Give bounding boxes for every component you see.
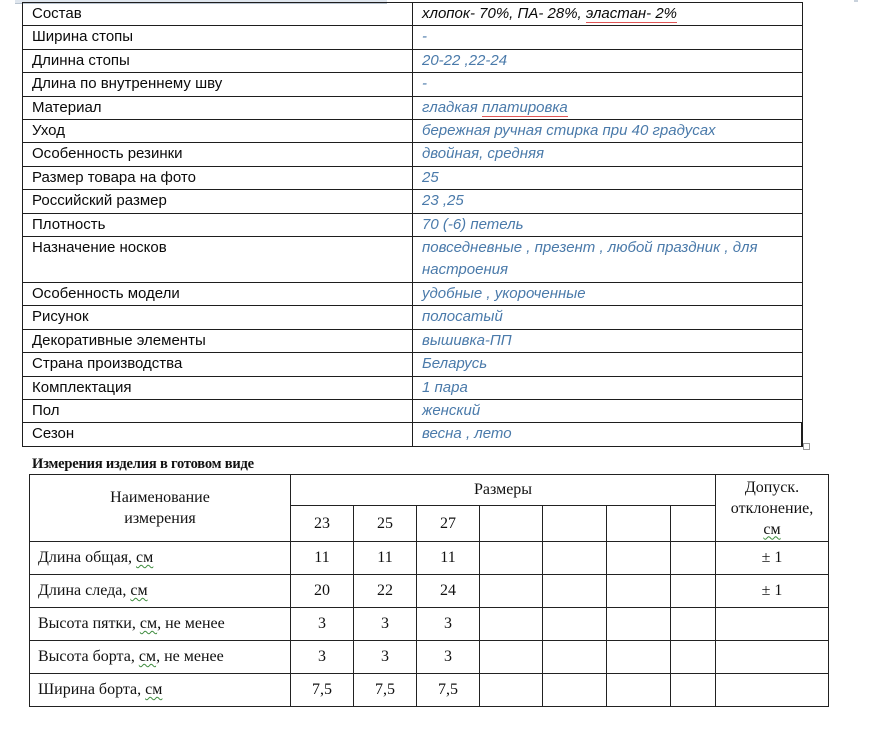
spec-value: -: [413, 26, 803, 49]
spellcheck-mark: платировка: [481, 98, 568, 116]
spec-key: Размер товара на фото: [23, 166, 413, 189]
measurement-value: [671, 542, 716, 575]
spec-key: Пол: [23, 399, 413, 422]
measurement-value: [543, 674, 607, 707]
spec-key: Длинна стопы: [23, 49, 413, 72]
measurement-value: 11: [417, 542, 480, 575]
measurement-value: 11: [291, 542, 354, 575]
spec-row: [23, 166, 803, 189]
measurement-name-tail: , не менее: [157, 615, 225, 632]
spec-row: [23, 190, 803, 213]
measurement-tolerance: ± 1: [716, 542, 829, 575]
measurement-row: [30, 542, 829, 575]
measurement-tolerance: [716, 641, 829, 674]
spec-value: женский: [413, 399, 803, 422]
spec-row: [23, 376, 803, 399]
spec-value: 70 (-6) петель: [413, 213, 803, 236]
measurement-value: [543, 641, 607, 674]
measurement-value: [607, 575, 671, 608]
measurement-value: [671, 641, 716, 674]
measurement-value: [480, 674, 543, 707]
spec-key: Назначение носков: [23, 237, 413, 283]
measurement-value: [480, 575, 543, 608]
measurement-value: [480, 608, 543, 641]
measurement-value: [480, 641, 543, 674]
table-resize-handle[interactable]: [803, 443, 810, 450]
measurement-row: [30, 674, 829, 707]
measurement-name-unit: см: [138, 648, 157, 665]
header-tolerance: [716, 475, 829, 542]
measurement-value: 11: [354, 542, 417, 575]
spec-value: повседневные , презент , любой праздник , для настроения: [413, 237, 803, 283]
measurements-title: Измерения изделия в готовом виде: [32, 456, 254, 472]
spec-row: [23, 306, 803, 329]
size-header-cell: 25: [354, 506, 417, 542]
header-sizes: Размеры: [291, 475, 716, 506]
measurement-name-main: Высота пятки,: [38, 615, 140, 632]
measurement-value: 3: [291, 641, 354, 674]
measurement-name-unit: см: [130, 582, 148, 599]
measurement-value: 7,5: [417, 674, 480, 707]
measurement-value: 3: [354, 608, 417, 641]
measurement-value: [543, 608, 607, 641]
header-name-line-1: Наименование: [110, 489, 210, 506]
spec-key: Рисунок: [23, 306, 413, 329]
spec-row: [23, 143, 803, 166]
spec-key: Особенность модели: [23, 282, 413, 305]
spec-key: Особенность резинки: [23, 143, 413, 166]
spec-value: 1 пара: [413, 376, 803, 399]
measurement-value: [607, 608, 671, 641]
spec-row: [23, 3, 803, 26]
measurement-row: [30, 641, 829, 674]
measurement-name-unit: см: [136, 549, 154, 566]
measurement-name-main: Ширина борта,: [38, 681, 146, 698]
spec-row: [23, 282, 803, 305]
measurement-value: 3: [417, 641, 480, 674]
measurement-name: [30, 542, 291, 575]
measurement-name-unit: см: [145, 681, 163, 698]
spec-value: 25: [413, 166, 803, 189]
measurement-value: [480, 542, 543, 575]
measurement-value: [671, 575, 716, 608]
spec-row: [23, 237, 803, 283]
spec-key: Уход: [23, 120, 413, 143]
measurement-name: [30, 674, 291, 707]
spec-row: [23, 213, 803, 236]
spec-value: 23 ,25: [413, 190, 803, 213]
measurement-value: [543, 542, 607, 575]
spec-row: [23, 26, 803, 49]
size-header-cell: 27: [417, 506, 480, 542]
measurement-tolerance: ± 1: [716, 575, 829, 608]
spec-value: полосатый: [413, 306, 803, 329]
spec-key: Российский размер: [23, 190, 413, 213]
measurement-row: [30, 608, 829, 641]
size-header-cell: [480, 506, 543, 542]
measurement-value: 3: [291, 608, 354, 641]
measurement-name-main: Длина следа,: [38, 582, 131, 599]
measurement-value: 7,5: [291, 674, 354, 707]
measurement-name-tail: , не менее: [156, 648, 224, 665]
measurement-name-main: Длина общая,: [38, 549, 137, 566]
spec-key: Длина по внутреннему шву: [23, 73, 413, 96]
spec-key: Ширина стопы: [23, 26, 413, 49]
spec-value: весна , лето: [413, 423, 803, 446]
spec-key: Декоративные элементы: [23, 329, 413, 352]
product-spec-table: [22, 2, 803, 447]
spec-value: -: [413, 73, 803, 96]
measurement-value: 3: [354, 641, 417, 674]
spec-key: Страна производства: [23, 353, 413, 376]
measurement-value: 20: [291, 575, 354, 608]
spec-value: 20-22 ,22-24: [413, 49, 803, 72]
measurement-value: 7,5: [354, 674, 417, 707]
measurement-value: 22: [354, 575, 417, 608]
measurement-name: [30, 608, 291, 641]
spec-key: Комплектация: [23, 376, 413, 399]
size-header-cell: [607, 506, 671, 542]
header-name-line-2: измерения: [124, 510, 196, 527]
measurement-value: [671, 608, 716, 641]
measurement-name-main: Высота борта,: [38, 648, 139, 665]
spec-key: Материал: [23, 96, 413, 119]
measurement-value: [607, 674, 671, 707]
measurement-value: 24: [417, 575, 480, 608]
measurements-table: [29, 474, 829, 707]
measurement-value: 3: [417, 608, 480, 641]
spec-key: Плотность: [23, 213, 413, 236]
ribbon-marker: [854, 0, 858, 2]
spec-value: удобные , укороченные: [413, 282, 803, 305]
spec-row: [23, 353, 803, 376]
header-tol-line-3: см: [763, 520, 781, 538]
spec-value: Беларусь: [413, 353, 803, 376]
header-tol-line-1: Допуск.: [744, 478, 800, 496]
measurements-header-row-1: [30, 475, 829, 506]
spec-value: гладкая платировка: [413, 96, 803, 119]
spec-value: хлопок- 70%, ПА- 28%, эластан- 2%: [413, 3, 803, 26]
spec-row: [23, 423, 803, 446]
measurement-tolerance: [716, 608, 829, 641]
spec-key: Сезон: [23, 423, 413, 446]
size-header-cell: 23: [291, 506, 354, 542]
spec-value: вышивка-ПП: [413, 329, 803, 352]
spec-key: Состав: [23, 3, 413, 26]
header-measurement-name: [30, 475, 291, 542]
measurement-name: [30, 641, 291, 674]
spec-row: [23, 120, 803, 143]
header-tol-line-2: отклонение,: [730, 499, 814, 517]
spec-row: [23, 399, 803, 422]
spec-row: [23, 73, 803, 96]
spec-value: двойная, средняя: [413, 143, 803, 166]
measurement-value: [671, 674, 716, 707]
measurement-row: [30, 575, 829, 608]
measurement-name-unit: см: [139, 615, 158, 632]
measurement-value: [607, 542, 671, 575]
spec-row: [23, 329, 803, 352]
spec-row: [23, 49, 803, 72]
spec-value: бережная ручная стирка при 40 градусах: [413, 120, 803, 143]
spec-row: [23, 96, 803, 119]
spellcheck-mark: эластан- 2%: [585, 5, 678, 22]
measurement-name: [30, 575, 291, 608]
measurement-value: [607, 641, 671, 674]
size-header-cell: [671, 506, 716, 542]
measurement-tolerance: [716, 674, 829, 707]
size-header-cell: [543, 506, 607, 542]
measurement-value: [543, 575, 607, 608]
